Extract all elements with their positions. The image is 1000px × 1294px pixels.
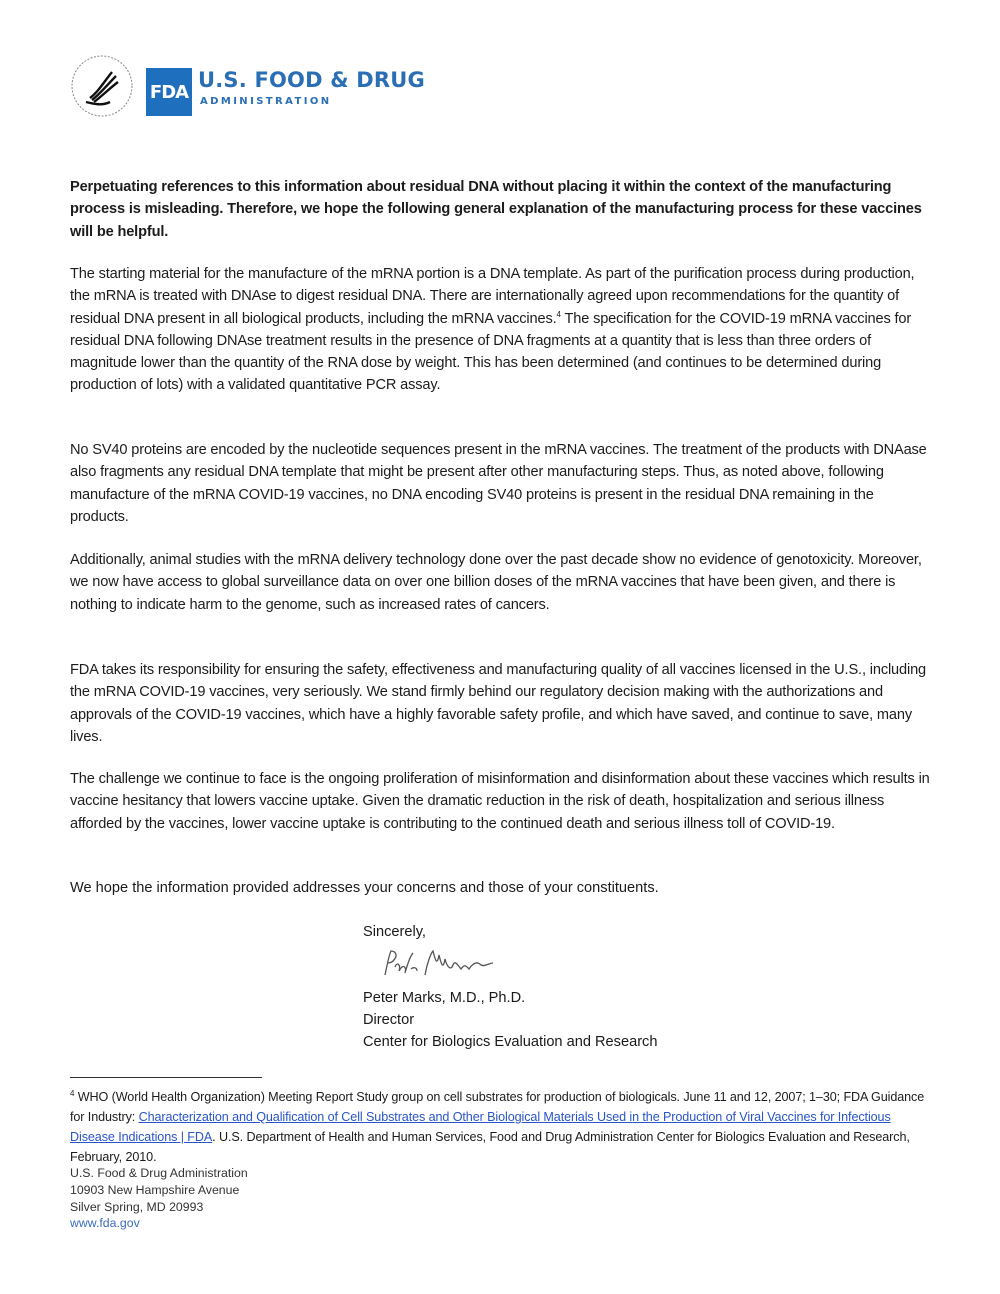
manufacturing-text-part-a: The starting material for the manufacture of the mRNA portion is a DNA template. As part of the purification process during production, the mRNA is treated with DNAse to digest residual DNA. There are internationally agreed upon recommendations for the quantity of residual DNA present in all biological products, including the mRNA vaccines. [70, 266, 915, 327]
paragraph-misinformation [70, 768, 932, 835]
website-link[interactable]: www.fda.gov [70, 1216, 140, 1231]
footnote-text-part-b: . U.S. Department of Health and Human Services, Food and Drug Administration Center for Biologics Evaluation and Research, February, 2010. [70, 1130, 910, 1164]
fda-logo-mark: FDA [146, 68, 192, 116]
agency-name: U.S. FOOD & DRUG [198, 68, 425, 92]
signature-block [363, 921, 657, 1053]
misinformation-text: The challenge we continue to face is the ongoing proliferation of misinformation and disinformation about these vaccines which results in vaccine hesitancy that lowers vaccine uptake. Given the dramatic reduction in the risk of death, hospitalization and serious illness afforded by the vaccines, lower vaccine uptake is contributing to the continued death and serious illness toll of COVID-19. [70, 771, 930, 832]
paragraph-genotoxicity [70, 549, 932, 616]
paragraph-sv40 [70, 439, 932, 528]
salutation: Sincerely, [363, 924, 426, 940]
intro-text: Perpetuating references to this information about residual DNA without placing it within the context of the manufacturing process is misleading. Therefore, we hope the following general explanation of the manufacturing process for these vaccines will be helpful. [70, 179, 922, 240]
sv40-text: No SV40 proteins are encoded by the nucleotide sequences present in the mRNA vaccines. The treatment of the products with DNAase also fragments any residual DNA template that might be present after other manufacturing steps. Thus, as noted above, following manufacture of the mRNA COVID-19 vaccines, no DNA encoding SV40 proteins is present in the residual DNA remaining in the products. [70, 442, 927, 525]
manufacturing-text-part-b: The specification for the COVID-19 mRNA vaccines for residual DNA following DNAse treatment results in the presence of DNA fragments at a quantity that is less than three orders of magnitude lower than the quantity of the RNA dose by weight. This has been determined (and continues to be determined during production of lots) with a validated quantitative PCR assay. [70, 310, 912, 394]
letterhead [68, 52, 425, 122]
paragraph-responsibility [70, 659, 932, 748]
signer-title: Director [363, 1012, 415, 1028]
footnote-text-part-a: WHO (World Health Organization) Meeting Report Study group on cell substrates for production of biologicals. June 11 and 12, 2007; 1–30; FDA Guidance for Industry: [70, 1090, 925, 1124]
hhs-eagle-seal-icon [68, 52, 136, 120]
closing-line: We hope the information provided addresses your concerns and those of your constituents. [70, 880, 659, 896]
address-line-2: 10903 New Hampshire Avenue [70, 1182, 240, 1197]
genotoxicity-text: Additionally, animal studies with the mRNA delivery technology done over the past decade show no evidence of genotoxicity. Moreover, we now have access to global surveillance data on over one billion doses of the mRNA vaccines that have been given, and there is nothing to indicate harm to the genome, such as increased rates of cancers. [70, 552, 922, 613]
signer-organization: Center for Biologics Evaluation and Research [363, 1034, 658, 1050]
footnote-number: 4 [70, 1088, 75, 1098]
paragraph-manufacturing [70, 263, 932, 397]
paragraph-intro [70, 176, 932, 243]
agency-subtitle: ADMINISTRATION [200, 96, 332, 107]
responsibility-text: FDA takes its responsibility for ensuring the safety, effectiveness and manufacturing quality of all vaccines licensed in the U.S., including the mRNA COVID-19 vaccines, very seriously. We stand firmly behind our regulatory decision making with the authorizations and approvals of the COVID-19 vaccines, which have a highly favorable safety profile, and which have saved, and continue to save, many lives. [70, 662, 927, 745]
handwritten-signature-icon [363, 943, 657, 987]
address-line-1: U.S. Food & Drug Administration [70, 1166, 248, 1180]
footnote [70, 1087, 932, 1167]
signer-name: Peter Marks, M.D., Ph.D. [363, 990, 526, 1006]
footnote-divider [70, 1077, 262, 1078]
guidance-document-link[interactable]: Characterization and Qualification of Cell Substrates and Other Biological Materials Used in the Production of Viral Vaccines for Infectious Disease Indications | FDA [70, 1110, 891, 1144]
manufacturing-text [70, 263, 932, 397]
footnote-reference[interactable]: 4 [556, 309, 561, 319]
fda-address [70, 1165, 248, 1232]
address-line-3: Silver Spring, MD 20993 [70, 1199, 204, 1214]
